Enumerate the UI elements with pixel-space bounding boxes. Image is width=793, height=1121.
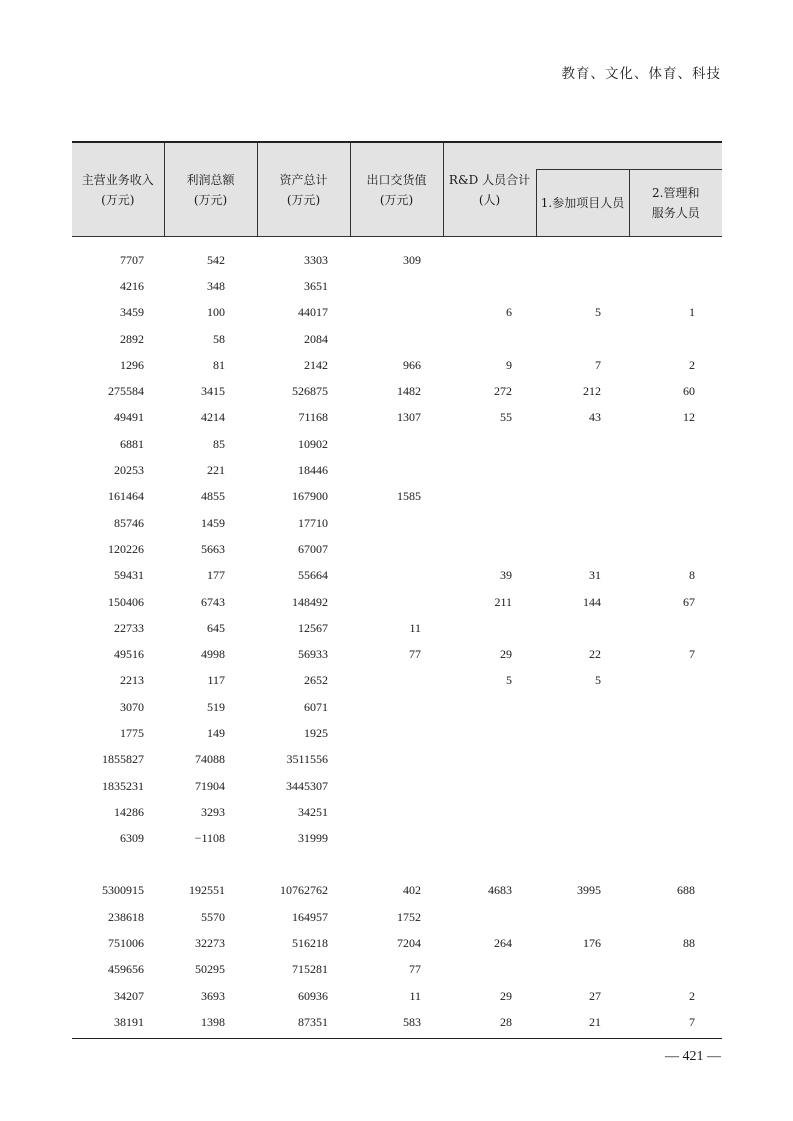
table-cell: 55664: [298, 568, 328, 583]
table-cell: 275584: [108, 384, 144, 399]
table-cell: 71904: [195, 778, 225, 793]
table-cell: 516218: [292, 936, 328, 951]
table-row: [72, 510, 722, 536]
table-cell: 1585: [397, 489, 421, 504]
table-cell: 715281: [292, 962, 328, 977]
table-cell: [536, 510, 629, 536]
table-cell: 67: [683, 594, 695, 609]
table-cell: [443, 826, 536, 852]
table-cell: 77: [409, 962, 421, 977]
header-assets-label: 资产总计: [279, 172, 328, 187]
table-cell: 238618: [108, 909, 144, 924]
table-cell: 1775: [120, 725, 144, 740]
table-cell: 309: [403, 252, 421, 267]
table-cell: 264: [494, 936, 512, 951]
table-cell: [350, 273, 443, 299]
table-row: [72, 431, 722, 457]
table-cell: [350, 720, 443, 746]
table-cell: 39: [500, 568, 512, 583]
table-cell: 77: [409, 647, 421, 662]
table-cell: 1855827: [102, 752, 144, 767]
table-cell: 43: [589, 410, 601, 425]
table-cell: 3445307: [286, 778, 328, 793]
table-cell: 4214: [201, 410, 225, 425]
table-cell: 1307: [397, 410, 421, 425]
table-cell: 2892: [120, 331, 144, 346]
table-cell: 751006: [108, 936, 144, 951]
table-cell: 348: [207, 278, 225, 293]
table-cell: 5300915: [102, 883, 144, 898]
table-cell: [536, 457, 629, 483]
table-cell: 459656: [108, 962, 144, 977]
table-cell: 161464: [108, 489, 144, 504]
table-cell: [536, 484, 629, 510]
table-cell: 55: [500, 410, 512, 425]
table-row: [72, 773, 722, 799]
table-cell: 3415: [201, 384, 225, 399]
header-rd-mgmt-line2: 服务人员: [651, 206, 700, 220]
table-row: [72, 1009, 722, 1035]
table-cell: [443, 747, 536, 773]
table-cell: 67007: [298, 541, 328, 556]
table-cell: 1925: [304, 725, 328, 740]
table-cell: 1398: [201, 1014, 225, 1029]
table-row: [72, 983, 722, 1009]
table-cell: −1108: [194, 831, 225, 846]
table-cell: 31999: [298, 831, 328, 846]
table-cell: 3293: [201, 804, 225, 819]
table-cell: 542: [207, 252, 225, 267]
table-row: [72, 878, 722, 904]
table-cell: 2652: [304, 673, 328, 688]
table-cell: 526875: [292, 384, 328, 399]
table-cell: 519: [207, 699, 225, 714]
table-cell: [629, 536, 722, 562]
table-cell: [350, 826, 443, 852]
table-header: [72, 142, 722, 237]
table-cell: 177: [207, 568, 225, 583]
table-cell: 8: [689, 568, 695, 583]
table-cell: [536, 957, 629, 983]
table-cell: 192551: [189, 883, 225, 898]
table-row: [72, 826, 722, 852]
table-cell: 150406: [108, 594, 144, 609]
table-cell: [350, 563, 443, 589]
table-cell: [536, 431, 629, 457]
table-cell: 1459: [201, 515, 225, 530]
table-cell: [629, 484, 722, 510]
table-cell: 117: [207, 673, 225, 688]
table-row: [72, 457, 722, 483]
table-cell: 164957: [292, 909, 328, 924]
table-cell: [443, 694, 536, 720]
table-cell: [350, 694, 443, 720]
table-cell: 34207: [114, 988, 144, 1003]
table-cell: 6309: [120, 831, 144, 846]
table-row: [72, 563, 722, 589]
table-cell: 211: [494, 594, 512, 609]
section-title: 教育、文化、体育、科技: [561, 66, 721, 82]
header-profit-label: 利润总额: [186, 172, 235, 187]
table-cell: 29: [500, 647, 512, 662]
table-cell: 3303: [304, 252, 328, 267]
table-cell: 5570: [201, 909, 225, 924]
table-cell: 81: [213, 357, 225, 372]
header-export-unit: (万元): [379, 192, 414, 207]
table-cell: [536, 326, 629, 352]
table-cell: [536, 694, 629, 720]
header-assets-unit: (万元): [286, 192, 321, 207]
table-cell: 2: [689, 357, 695, 372]
table-cell: 20253: [114, 463, 144, 478]
table-cell: [629, 326, 722, 352]
table-cell: 11: [409, 620, 421, 635]
table-cell: [536, 904, 629, 930]
table-cell: [443, 457, 536, 483]
table-cell: 44017: [298, 305, 328, 320]
table-cell: 56933: [298, 647, 328, 662]
table-cell: 4855: [201, 489, 225, 504]
header-rd-group-spacer: [536, 142, 722, 170]
table-cell: 5: [506, 673, 512, 688]
table-cell: 6071: [304, 699, 328, 714]
group-separator-cell: [72, 852, 722, 878]
table-cell: [536, 237, 629, 274]
table-cell: [350, 326, 443, 352]
table-cell: 5: [595, 673, 601, 688]
header-rd-mgmt: [629, 170, 722, 237]
table-cell: 85: [213, 436, 225, 451]
table-cell: [350, 747, 443, 773]
header-revenue-label: 主营业务收入: [81, 172, 154, 187]
table-cell: [629, 694, 722, 720]
table-cell: 6743: [201, 594, 225, 609]
table-cell: 74088: [195, 752, 225, 767]
table-row: [72, 615, 722, 641]
table-row: [72, 237, 722, 274]
table-cell: [629, 457, 722, 483]
table-cell: [629, 773, 722, 799]
table-row: [72, 484, 722, 510]
table-cell: 3070: [120, 699, 144, 714]
statistics-table: [72, 141, 722, 1036]
table-row: [72, 668, 722, 694]
table-cell: [629, 957, 722, 983]
table-row: [72, 536, 722, 562]
header-rd-project-label: 1.参加项目人员: [540, 196, 625, 210]
table-cell: [536, 536, 629, 562]
table-cell: 71168: [298, 410, 328, 425]
table-cell: 32273: [195, 936, 225, 951]
table-cell: 10762762: [280, 883, 328, 898]
table-cell: 402: [403, 883, 421, 898]
table-cell: 221: [207, 463, 225, 478]
header-profit-unit: (万元): [193, 192, 228, 207]
page-number: — 421 —: [665, 1049, 721, 1064]
table-cell: [443, 326, 536, 352]
table-cell: 7204: [397, 936, 421, 951]
table-cell: 966: [403, 357, 421, 372]
table-cell: 17710: [298, 515, 328, 530]
table-cell: [443, 431, 536, 457]
table-cell: 12: [683, 410, 695, 425]
table-cell: [443, 904, 536, 930]
statistics-table-wrapper: [72, 141, 722, 1036]
header-rd-total-label: R&D 人员合计: [448, 172, 531, 187]
table-cell: [536, 826, 629, 852]
table-row: [72, 352, 722, 378]
table-cell: 100: [207, 305, 225, 320]
table-cell: 2: [689, 988, 695, 1003]
table-cell: [350, 300, 443, 326]
table-cell: [629, 273, 722, 299]
group-separator-row: [72, 852, 722, 878]
table-cell: [443, 773, 536, 799]
header-revenue: [72, 142, 164, 237]
header-rd-total: [443, 142, 536, 237]
table-cell: [350, 668, 443, 694]
table-cell: 1: [689, 305, 695, 320]
table-cell: [443, 273, 536, 299]
table-cell: [629, 904, 722, 930]
table-cell: [536, 799, 629, 825]
table-cell: [350, 510, 443, 536]
table-cell: 14286: [114, 804, 144, 819]
table-cell: 29: [500, 988, 512, 1003]
table-cell: [350, 799, 443, 825]
table-cell: 7: [689, 1014, 695, 1029]
table-cell: 38191: [114, 1014, 144, 1029]
table-row: [72, 799, 722, 825]
table-cell: 22733: [114, 620, 144, 635]
table-cell: 212: [583, 384, 601, 399]
table-row: [72, 930, 722, 956]
table-cell: 49491: [114, 410, 144, 425]
table-row: [72, 273, 722, 299]
table-cell: 120226: [108, 541, 144, 556]
table-cell: [443, 957, 536, 983]
table-cell: 6881: [120, 436, 144, 451]
table-row: [72, 904, 722, 930]
table-row: [72, 326, 722, 352]
table-cell: 583: [403, 1014, 421, 1029]
header-profit: [164, 142, 257, 237]
table-cell: 5: [595, 305, 601, 320]
table-row: [72, 378, 722, 404]
table-cell: 88: [683, 936, 695, 951]
table-row: [72, 957, 722, 983]
table-cell: 645: [207, 620, 225, 635]
table-cell: 4998: [201, 647, 225, 662]
table-cell: 18446: [298, 463, 328, 478]
table-cell: [350, 431, 443, 457]
table-cell: 3995: [577, 883, 601, 898]
table-cell: 50295: [195, 962, 225, 977]
table-cell: 167900: [292, 489, 328, 504]
table-cell: 49516: [114, 647, 144, 662]
header-rd-mgmt-line1: 2.管理和: [652, 186, 700, 200]
table-cell: [536, 720, 629, 746]
header-revenue-unit: (万元): [101, 192, 135, 207]
table-cell: 60: [683, 384, 695, 399]
table-cell: [536, 615, 629, 641]
table-cell: [443, 720, 536, 746]
header-assets: [257, 142, 350, 237]
table-cell: [350, 773, 443, 799]
table-cell: 148492: [292, 594, 328, 609]
table-cell: 7: [595, 357, 601, 372]
table-cell: 4216: [120, 278, 144, 293]
table-cell: 176: [583, 936, 601, 951]
table-cell: [443, 237, 536, 274]
table-cell: [536, 273, 629, 299]
table-cell: 10902: [298, 436, 328, 451]
table-cell: [629, 826, 722, 852]
table-cell: 1482: [397, 384, 421, 399]
table-cell: [629, 431, 722, 457]
table-cell: [629, 799, 722, 825]
table-cell: 2142: [304, 357, 328, 372]
table-cell: 3693: [201, 988, 225, 1003]
table-cell: 3459: [120, 305, 144, 320]
table-cell: 144: [583, 594, 601, 609]
table-cell: 2213: [120, 673, 144, 688]
table-cell: 31: [589, 568, 601, 583]
table-cell: 34251: [298, 804, 328, 819]
table-cell: 3651: [304, 278, 328, 293]
table-row: [72, 641, 722, 667]
table-row: [72, 405, 722, 431]
table-cell: 1296: [120, 357, 144, 372]
table-cell: 688: [677, 883, 695, 898]
table-cell: [629, 668, 722, 694]
table-cell: 87351: [298, 1014, 328, 1029]
table-cell: [350, 536, 443, 562]
table-row: [72, 300, 722, 326]
table-cell: 28: [500, 1014, 512, 1029]
table-cell: 4683: [488, 883, 512, 898]
table-cell: 60936: [298, 988, 328, 1003]
table-cell: 1752: [397, 909, 421, 924]
table-cell: 59431: [114, 568, 144, 583]
table-cell: 58: [213, 331, 225, 346]
table-body: [72, 237, 722, 1036]
table-cell: [443, 799, 536, 825]
table-row: [72, 720, 722, 746]
table-cell: 272: [494, 384, 512, 399]
table-cell: 3511556: [286, 752, 328, 767]
header-rd-total-unit: (人): [478, 192, 501, 207]
table-row: [72, 589, 722, 615]
table-cell: [536, 773, 629, 799]
table-cell: [443, 536, 536, 562]
table-row: [72, 747, 722, 773]
table-cell: 21: [589, 1014, 601, 1029]
table-cell: [443, 615, 536, 641]
table-bottom-rule: [72, 1038, 722, 1039]
table-cell: [629, 510, 722, 536]
table-cell: 7707: [120, 252, 144, 267]
table-cell: [443, 510, 536, 536]
table-cell: 11: [409, 988, 421, 1003]
table-cell: [536, 747, 629, 773]
table-cell: [350, 589, 443, 615]
table-cell: 22: [589, 647, 601, 662]
table-cell: [629, 615, 722, 641]
table-cell: [350, 457, 443, 483]
table-cell: 85746: [114, 515, 144, 530]
table-cell: 7: [689, 647, 695, 662]
table-cell: [443, 484, 536, 510]
table-cell: 2084: [304, 331, 328, 346]
table-cell: [629, 237, 722, 274]
table-cell: [629, 747, 722, 773]
table-cell: 5663: [201, 541, 225, 556]
table-cell: 1835231: [102, 778, 144, 793]
table-cell: 27: [589, 988, 601, 1003]
table-cell: 6: [506, 305, 512, 320]
table-cell: 9: [506, 357, 512, 372]
header-export: [350, 142, 443, 237]
table-cell: 149: [207, 725, 225, 740]
header-export-label: 出口交货值: [366, 172, 427, 187]
table-cell: 12567: [298, 620, 328, 635]
table-cell: [629, 720, 722, 746]
table-row: [72, 694, 722, 720]
header-rd-project: [536, 170, 629, 237]
